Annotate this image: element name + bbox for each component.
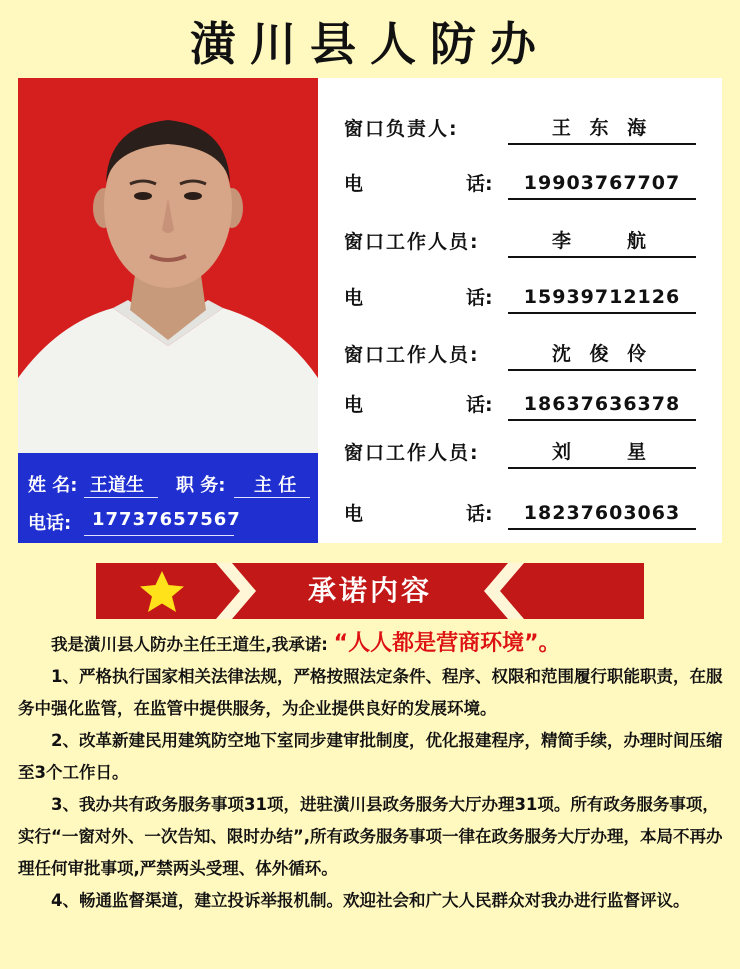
director-role: 主 任: [254, 475, 297, 496]
contact-row-phone: [344, 381, 704, 421]
contact-phone: 19903767707: [508, 168, 696, 200]
contact-value: 李 航: [508, 226, 696, 258]
commitment-text: [18, 628, 724, 917]
contact-row-phone: [344, 160, 704, 200]
name-underline: [84, 497, 158, 498]
contact-phone: 18237603063: [508, 498, 696, 530]
contact-phone: 18637636378: [508, 389, 696, 421]
contact-value: 刘 星: [508, 437, 696, 469]
commitment-item: 4、畅通监督渠道，建立投诉举报机制。欢迎社会和广大人民群众对我办进行监督评议。: [51, 891, 690, 910]
phone-label-b: 话:: [466, 287, 493, 309]
phone-label-a: 电: [344, 287, 364, 309]
contact-phone: 15939712126: [508, 282, 696, 314]
commitment-item: 1、严格执行国家相关法律法规，严格按照法定条件、程序、权限和范围履行职能职责，在服务中强化监管，在监管中提供服务，为企业提供良好的发展环境。: [18, 667, 723, 718]
commitment-item: 3、我办共有政务服务事项31项，进驻潢川县政务服务大厅办理31项。所有政务服务事项，实行“一窗对外、一次告知、限时办结”,所有政务服务事项一律在政务服务大厅办理，本局不再办理任何审批事项,严禁两头受理、体外循环。: [18, 795, 723, 878]
director-card: [18, 78, 318, 543]
director-photo: [18, 78, 318, 453]
phone-label-b: 话:: [466, 173, 493, 195]
contact-value: 沈 俊 伶: [508, 339, 696, 371]
director-phone: 17737657567: [92, 509, 241, 530]
page-title: 潢川县人防办: [190, 17, 550, 71]
contact-row-manager: [344, 105, 704, 145]
phone-label: 电话:: [28, 513, 72, 534]
portrait-image: [18, 78, 318, 453]
commitment-intro: [18, 628, 724, 661]
phone-label-b: 话:: [466, 394, 493, 416]
director-info-bar: [18, 453, 318, 543]
banner-title: 承诺内容: [307, 574, 432, 607]
name-label: 姓 名:: [28, 475, 78, 496]
role-underline: [234, 497, 310, 498]
slogan: “人人都是营商环境”。: [333, 631, 561, 656]
contact-row-phone: [344, 490, 704, 530]
contact-row-staff: [344, 331, 704, 371]
contact-row-staff: [344, 429, 704, 469]
commitment-banner: [96, 563, 644, 619]
phone-label-a: 电: [344, 173, 364, 195]
phone-label-a: 电: [344, 394, 364, 416]
role-label: 职 务:: [176, 475, 226, 496]
contact-label: 窗口工作人员:: [344, 442, 480, 464]
contact-row-phone: [344, 274, 704, 314]
phone-label-b: 话:: [466, 503, 493, 525]
contact-row-staff: [344, 218, 704, 258]
director-name: 王道生: [90, 475, 144, 496]
contact-label: 窗口负责人:: [344, 118, 459, 140]
intro-text: 我是潢川县人防办主任王道生,我承诺:: [51, 635, 328, 654]
phone-label-a: 电: [344, 503, 364, 525]
contact-value: 王 东 海: [508, 113, 696, 145]
commitment-item: 2、改革新建民用建筑防空地下室同步建审批制度，优化报建程序，精简手续，办理时间压缩至3个工作日。: [18, 731, 723, 782]
phone-underline: [84, 535, 234, 536]
contacts-panel: [318, 78, 722, 543]
contact-label: 窗口工作人员:: [344, 231, 480, 253]
contact-label: 窗口工作人员:: [344, 344, 480, 366]
